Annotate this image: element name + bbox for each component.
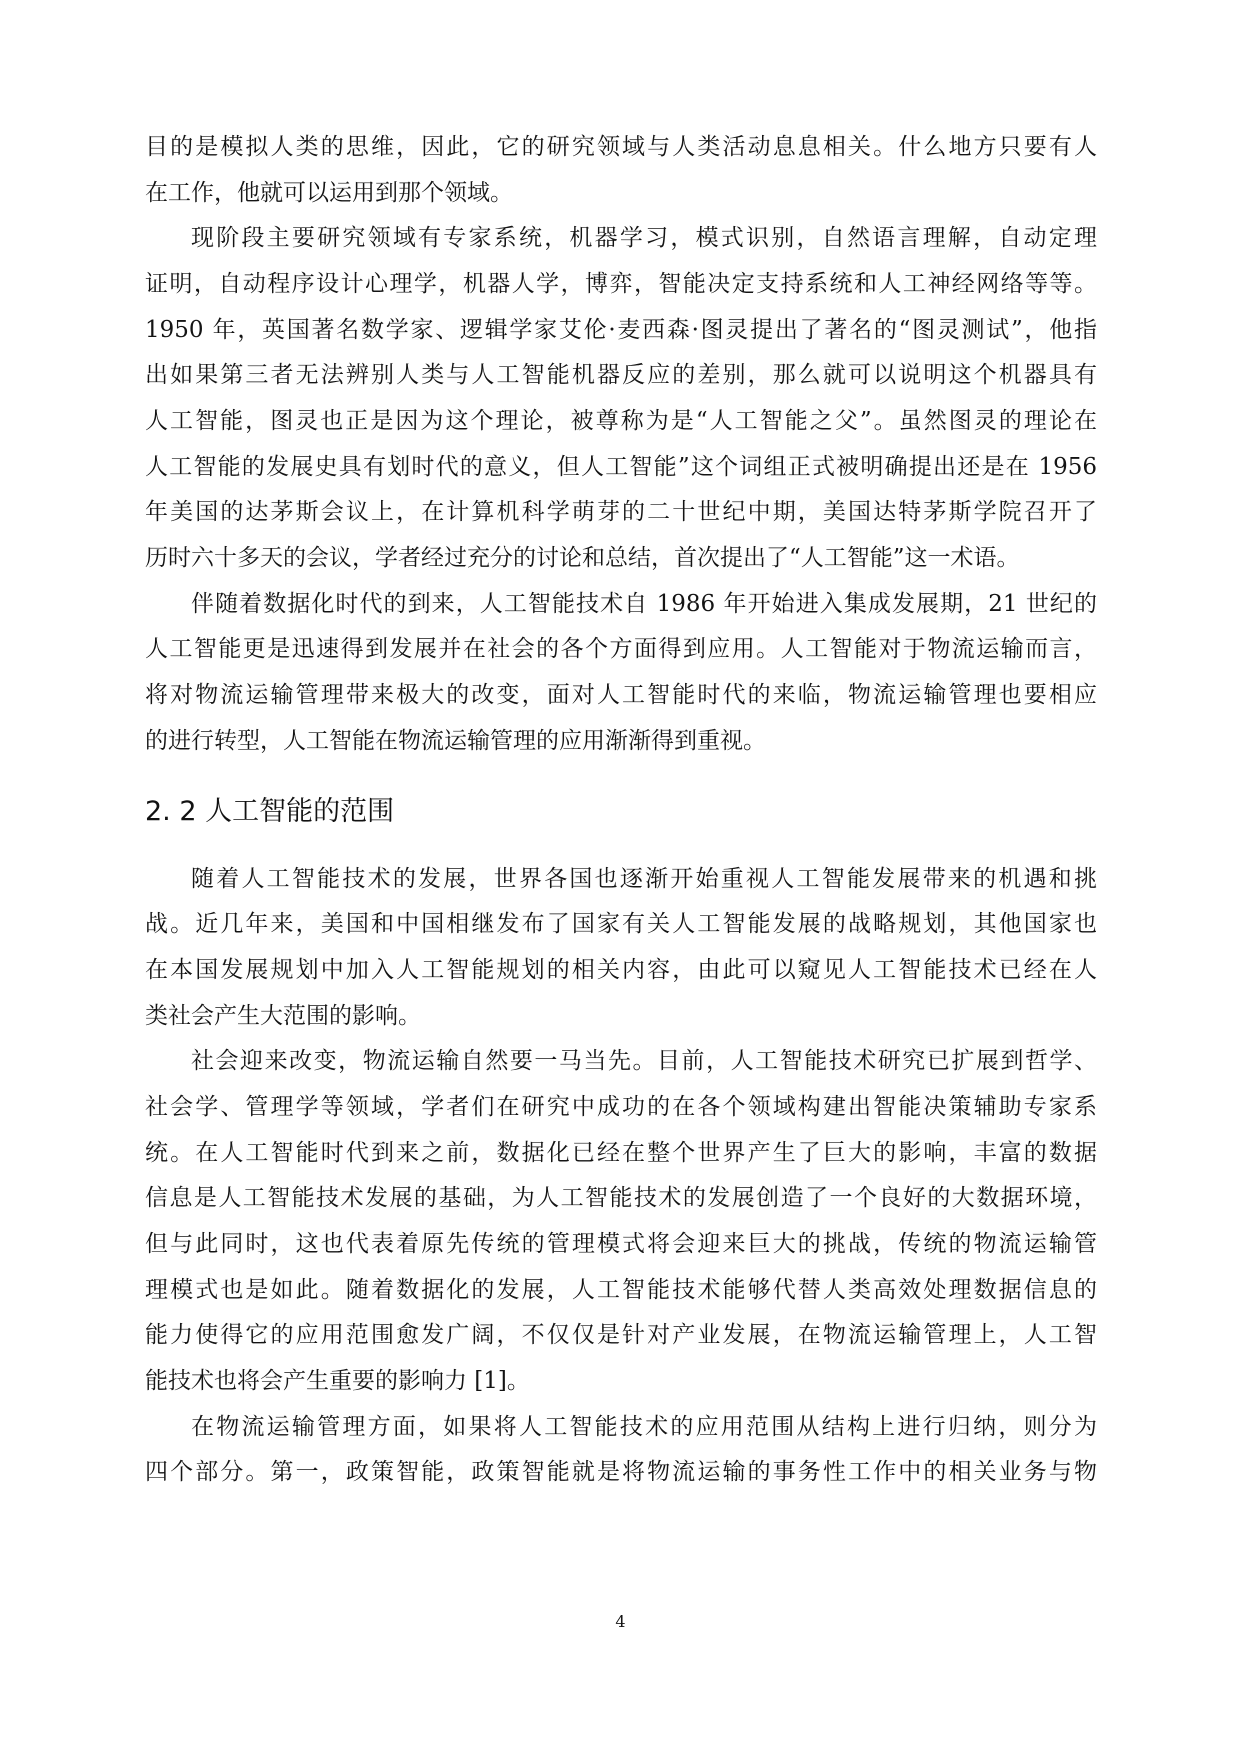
text-line: 四个部分。第一，政策智能，政策智能就是将物流运输的事务性工作中的相关业务与物 bbox=[145, 1459, 1097, 1485]
text-line: 信息是人工智能技术发展的基础，为人工智能技术的发展创造了一个良好的大数据环境， bbox=[145, 1185, 1097, 1211]
text-line: 在物流运输管理方面，如果将人工智能技术的应用范围从结构上进行归纳，则分为 bbox=[191, 1414, 1097, 1440]
text-line: 在本国发展规划中加入人工智能规划的相关内容，由此可以窥见人工智能技术已经在人 bbox=[145, 957, 1097, 983]
text-line: 战。近几年来，美国和中国相继发布了国家有关人工智能发展的战略规划，其他国家也 bbox=[145, 911, 1097, 937]
text-line: 人工智能更是迅速得到发展并在社会的各个方面得到应用。人工智能对于物流运输而言， bbox=[145, 636, 1097, 662]
text-line: 统。在人工智能时代到来之前，数据化已经在整个世界产生了巨大的影响，丰富的数据 bbox=[145, 1140, 1097, 1166]
text-line: 能技术也将会产生重要的影响力 [1]。 bbox=[145, 1368, 530, 1394]
text-line: 年美国的达茅斯会议上，在计算机科学萌芽的二十世纪中期，美国达特茅斯学院召开了 bbox=[145, 499, 1097, 525]
text-line: 历时六十多天的会议，学者经过充分的讨论和总结，首次提出了“人工智能”这一术语。 bbox=[145, 545, 1020, 571]
text-line: 的进行转型，人工智能在物流运输管理的应用渐渐得到重视。 bbox=[145, 728, 766, 754]
text-line: 证明，自动程序设计心理学，机器人学，博弈，智能决定支持系统和人工神经网络等等。 bbox=[145, 271, 1097, 297]
text-line: 1950 年，英国著名数学家、逻辑学家艾伦·麦西森·图灵提出了著名的“图灵测试”，他指 bbox=[145, 317, 1097, 343]
text-line: 类社会产生大范围的影响。 bbox=[145, 1003, 421, 1029]
text-line: 随着人工智能技术的发展，世界各国也逐渐开始重视人工智能发展带来的机遇和挑 bbox=[191, 866, 1097, 892]
text-line: 现阶段主要研究领域有专家系统，机器学习，模式识别，自然语言理解，自动定理 bbox=[191, 225, 1097, 251]
text-line: 出如果第三者无法辨别人类与人工智能机器反应的差别，那么就可以说明这个机器具有 bbox=[145, 362, 1097, 388]
text-line: 人工智能，图灵也正是因为这个理论，被尊称为是“人工智能之父”。虽然图灵的理论在 bbox=[145, 408, 1097, 434]
text-line: 社会学、管理学等领域，学者们在研究中成功的在各个领域构建出智能决策辅助专家系 bbox=[145, 1094, 1097, 1120]
text-line: 人工智能的发展史具有划时代的意义，但人工智能”这个词组正式被明确提出还是在 1956 bbox=[145, 454, 1097, 480]
page-number: 4 bbox=[615, 1612, 626, 1631]
text-line: 在工作，他就可以运用到那个领域。 bbox=[145, 180, 513, 206]
text-line: 将对物流运输管理带来极大的改变，面对人工智能时代的来临，物流运输管理也要相应 bbox=[145, 682, 1097, 708]
document-page bbox=[145, 0, 1097, 1754]
section-heading: 2. 2 人工智能的范围 bbox=[145, 796, 395, 827]
text-line: 目的是模拟人类的思维，因此，它的研究领域与人类活动息息相关。什么地方只要有人 bbox=[145, 134, 1097, 160]
text-line: 理模式也是如此。随着数据化的发展，人工智能技术能够代替人类高效处理数据信息的 bbox=[145, 1277, 1097, 1303]
text-line: 社会迎来改变，物流运输自然要一马当先。目前，人工智能技术研究已扩展到哲学、 bbox=[191, 1048, 1097, 1074]
text-line: 伴随着数据化时代的到来，人工智能技术自 1986 年开始进入集成发展期，21 世纪的 bbox=[191, 591, 1097, 617]
text-line: 能力使得它的应用范围愈发广阔，不仅仅是针对产业发展，在物流运输管理上，人工智 bbox=[145, 1322, 1097, 1348]
text-line: 但与此同时，这也代表着原先传统的管理模式将会迎来巨大的挑战，传统的物流运输管 bbox=[145, 1231, 1097, 1257]
